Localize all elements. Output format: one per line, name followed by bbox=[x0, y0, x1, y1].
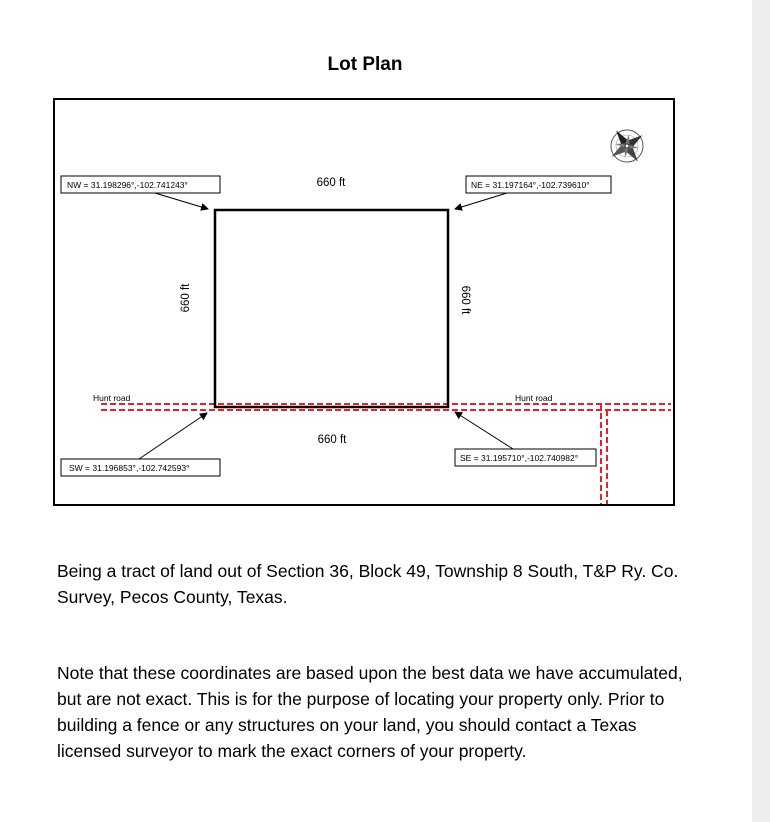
page-edge bbox=[752, 0, 770, 822]
disclaimer-note: Note that these coordinates are based upon the best data we have accumulated, but are not exact. This is for the purpose of locating your property only. Prior to building a fence or any structures on your land, you should contact a Texas licensed surveyor to mark the exact corners of your property. bbox=[57, 663, 683, 761]
compass-rose-icon bbox=[609, 128, 645, 164]
dimension-left: 660 ft bbox=[180, 283, 192, 313]
lot-plan-diagram bbox=[53, 98, 675, 506]
tract-description: Being a tract of land out of Section 36, Block 49, Township 8 South, T&P Ry. Co. Survey, Pecos County, Texas. bbox=[57, 561, 679, 607]
page-title: Lot Plan bbox=[327, 54, 403, 75]
lot-boundary bbox=[215, 210, 448, 407]
nw-corner-callout bbox=[61, 176, 220, 209]
dimension-top: 660 ft bbox=[316, 177, 346, 189]
hunt-road-vertical bbox=[601, 404, 607, 504]
road-label-right: Hunt road bbox=[515, 393, 553, 403]
nw-coordinates: NW = 31.198296°,-102.741243° bbox=[67, 180, 188, 190]
se-coordinates: SE = 31.195710°,-102.740982° bbox=[460, 453, 579, 463]
se-corner-callout bbox=[455, 412, 596, 466]
lot-plan-canvas bbox=[55, 100, 673, 504]
dimension-right: 660 ft bbox=[459, 285, 471, 315]
ne-coordinates: NE = 31.197164°,-102.739610° bbox=[471, 180, 590, 190]
sw-coordinates: SW = 31.196853°,-102.742593° bbox=[69, 463, 190, 473]
sw-corner-callout bbox=[61, 413, 220, 476]
ne-corner-callout bbox=[455, 176, 611, 209]
dimension-bottom: 660 ft bbox=[317, 434, 347, 446]
road-label-left: Hunt road bbox=[93, 393, 131, 403]
